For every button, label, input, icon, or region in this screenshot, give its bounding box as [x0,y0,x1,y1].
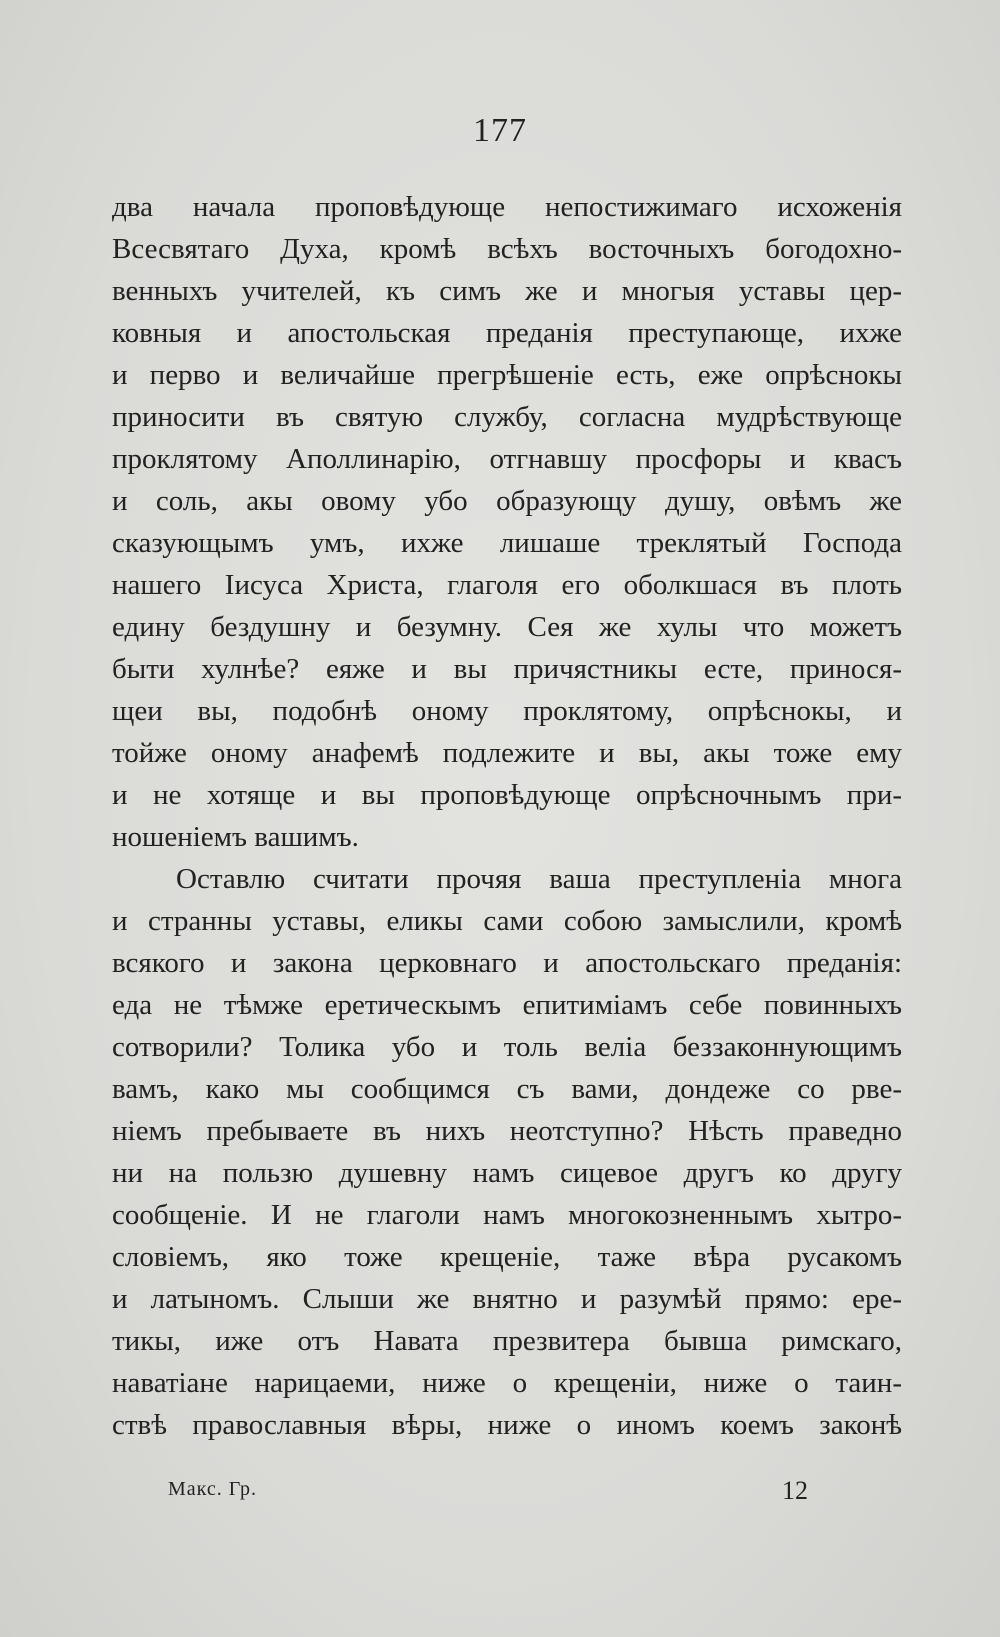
text-line: еда не тѣмже еретическымъ епитиміамъ себе повинныхъ [112,989,902,1021]
text-line: и латыномъ. Слыши же внятно и разумѣй прямо: ере- [112,1283,902,1315]
text-line: ствѣ православныя вѣры, ниже о иномъ коемъ законѣ [112,1409,902,1441]
paragraph-start-line: Оставлю считати прочяя ваша преступленіа многа [176,863,902,895]
text-line: тикы, иже отъ Навата презвитера бывша римскаго, [112,1325,902,1357]
text-line: Всесвятаго Духа, кромѣ всѣхъ восточныхъ богодохно- [112,233,902,265]
text-line: всякого и закона церковнаго и апостольскаго преданія: [112,947,902,979]
text-line: и странны уставы, еликы сами собою замыслили, кромѣ [112,905,902,937]
text-line: ни на пользю душевну намъ сицевое другъ ко другу [112,1157,902,1189]
text-line: проклятому Аполлинарію, отгнавшу просфоры и квасъ [112,443,902,475]
page-number: 177 [473,112,527,149]
text-line: щеи вы, подобнѣ оному проклятому, опрѣснокы, и [112,695,902,727]
text-line: едину бездушну и безумну. Сея же хулы что можетъ [112,611,902,643]
printer-signature: Макс. Гр. [168,1478,258,1500]
page-footer [168,1476,808,1510]
text-line: наватіане нарицаеми, ниже о крещеніи, ниже о таин- [112,1367,902,1399]
text-line: нашего Іисуса Христа, глаголя его оболкшася въ плоть [112,569,902,601]
text-line: быти хулнѣе? еяже и вы причястникы есте, принося- [112,653,902,685]
text-line: сообщеніе. И не глаголи намъ многокозненнымъ хытро- [112,1199,902,1231]
text-line: и соль, акы овому убо образующу душу, овѣмъ же [112,485,902,517]
body-text [112,186,902,1446]
text-line: и не хотяще и вы проповѣдующе опрѣсночнымъ при- [112,779,902,811]
text-line: ніемъ пребываете въ нихъ неотступно? Нѣсть праведно [112,1115,902,1147]
text-line: два начала проповѣдующе непостижимаго исхоженія [112,191,902,223]
text-line: и перво и величайше прегрѣшеніе есть, еже опрѣснокы [112,359,902,391]
text-line: тойже оному анафемѣ подлежите и вы, акы тоже ему [112,737,902,769]
text-line: сказующымъ умъ, ихже лишаше треклятый Господа [112,527,902,559]
text-line: сотворили? Толика убо и толь веліа беззаконнующимъ [112,1031,902,1063]
text-line: вамъ, како мы сообщимся съ вами, дондеже со рве- [112,1073,902,1105]
text-line: венныхъ учителей, къ симъ же и многыя уставы цер- [112,275,902,307]
text-line: приносити въ святую службу, согласна мудрѣствующе [112,401,902,433]
text-line: ношеніемъ вашимъ. [112,821,359,853]
sheet-number: 12 [782,1476,808,1505]
text-line: ковныя и апостольская преданія преступающе, ихже [112,317,902,349]
text-line: словіемъ, яко тоже крещеніе, таже вѣра русакомъ [112,1241,902,1273]
